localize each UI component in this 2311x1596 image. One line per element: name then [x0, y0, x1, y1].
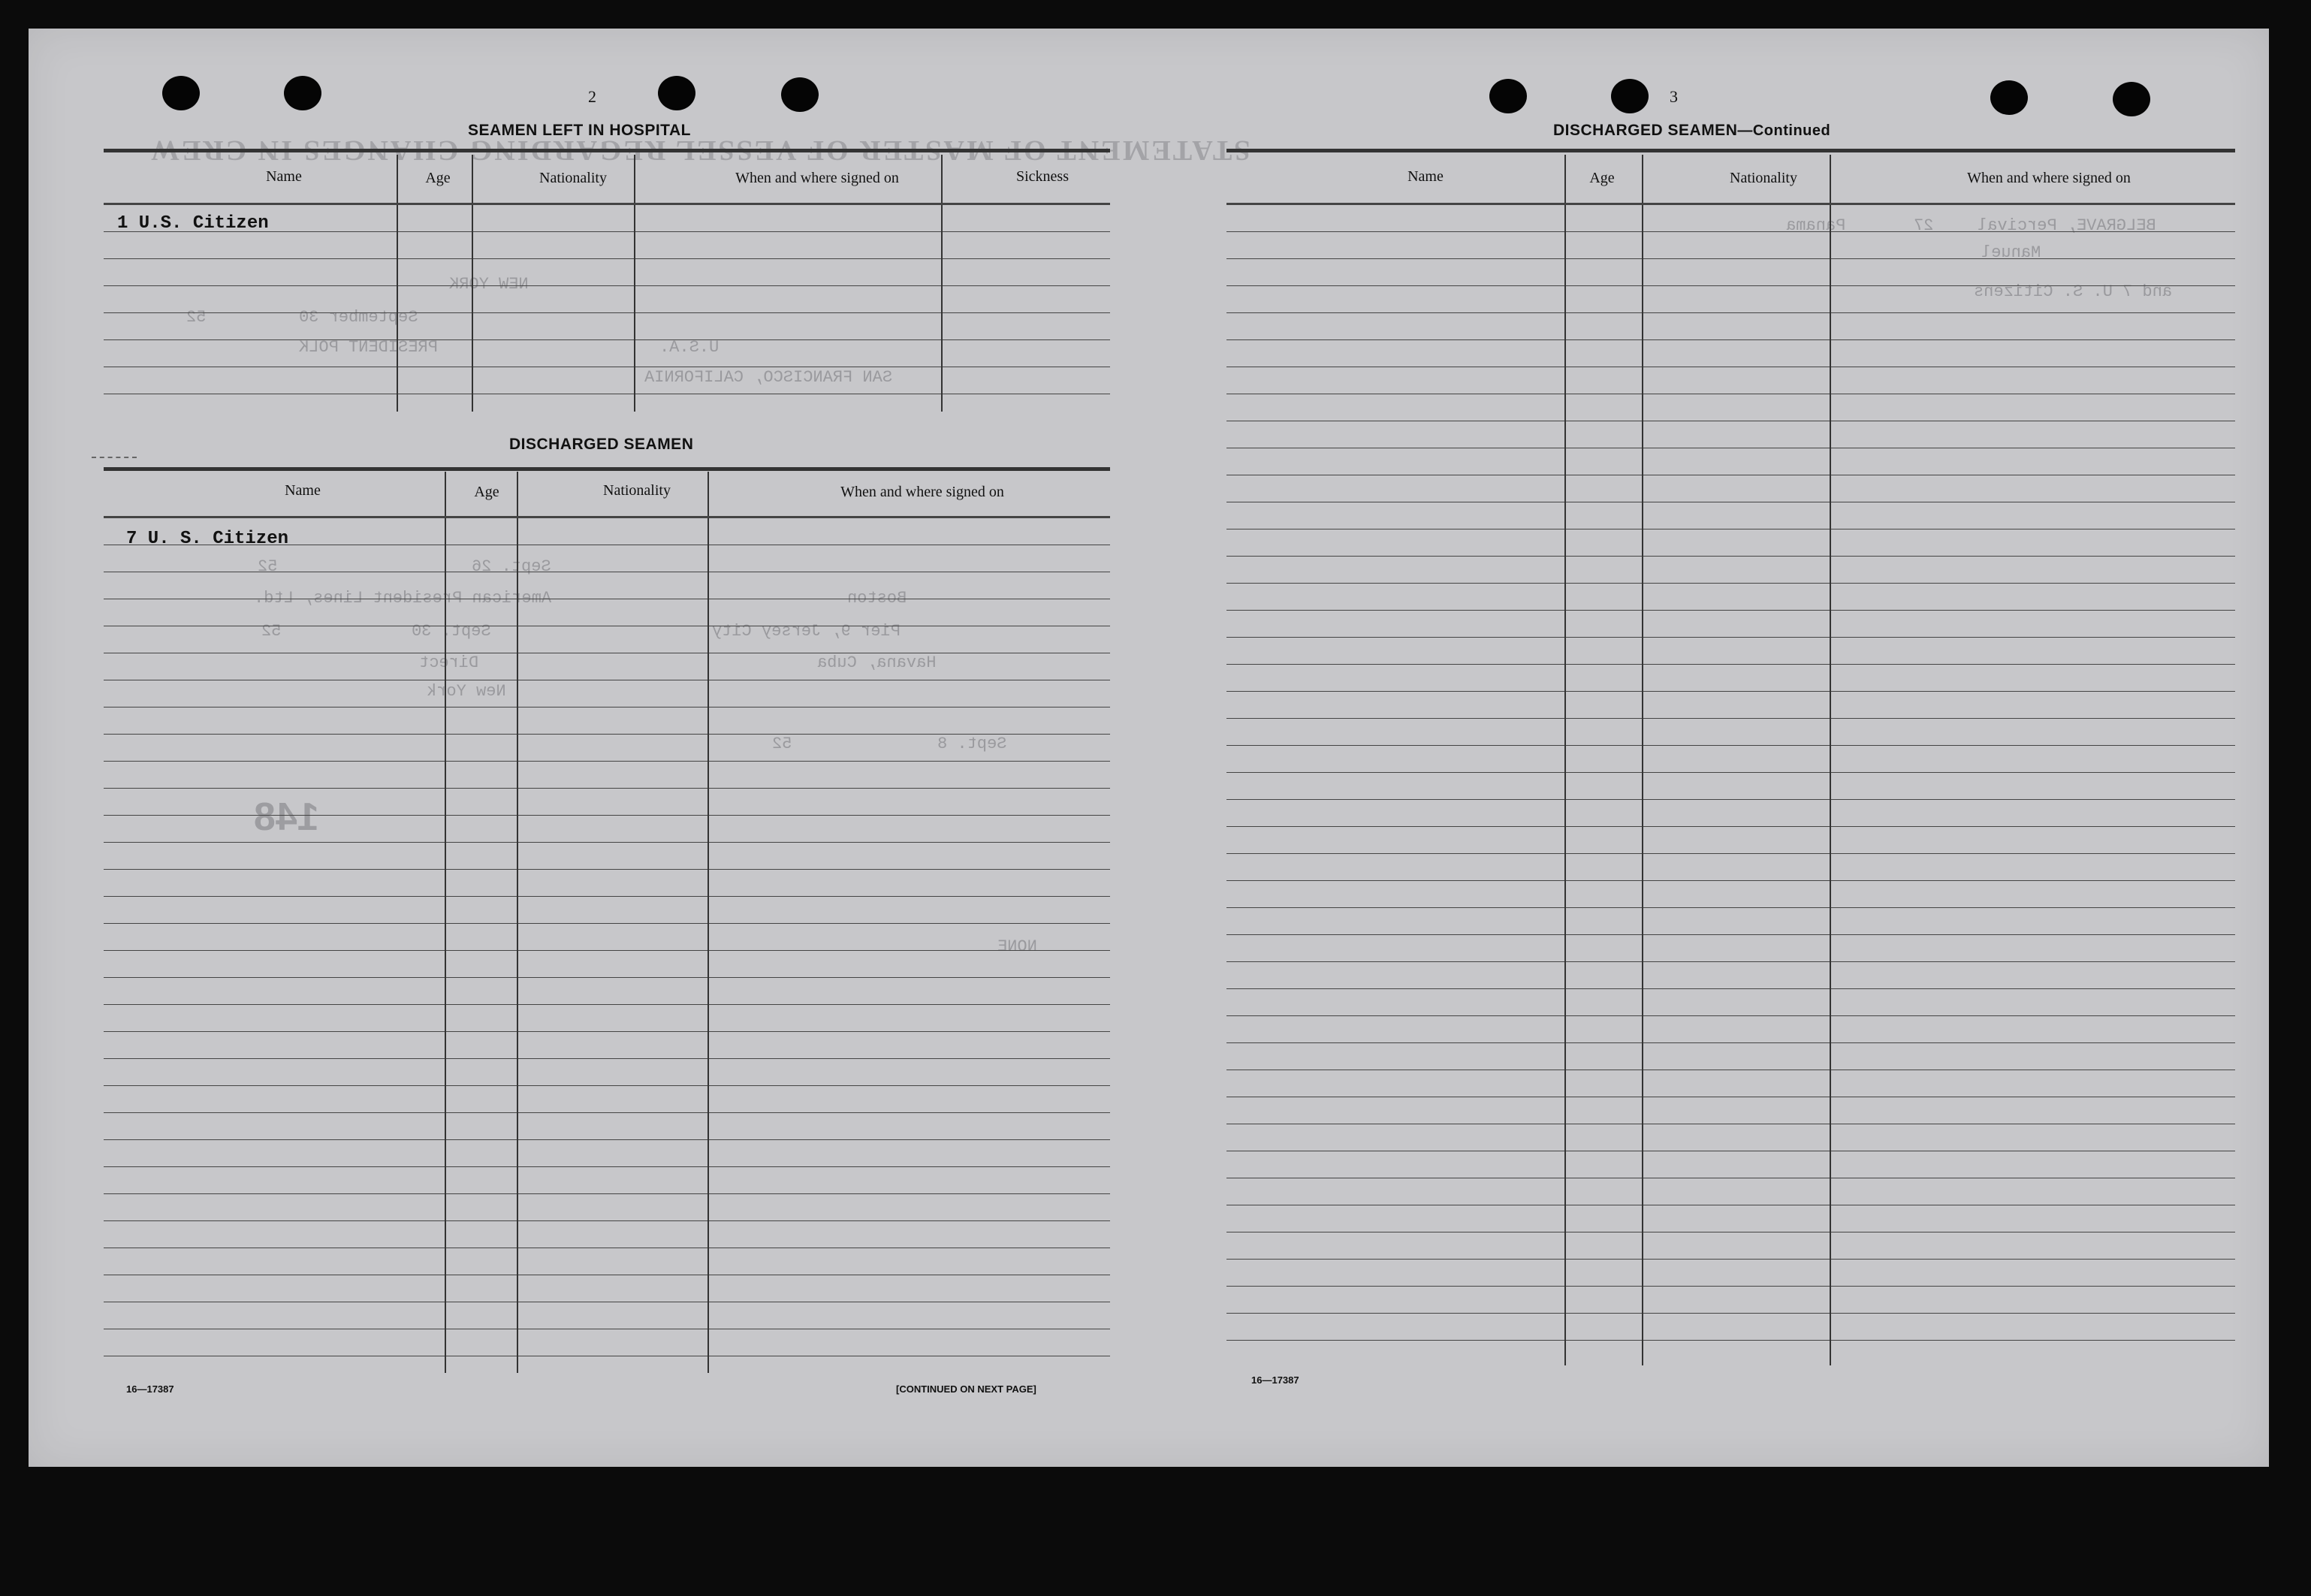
table-rule-line [1226, 691, 2235, 692]
punch-hole [658, 76, 695, 110]
table-rule-line [1226, 853, 2235, 854]
table-rule-line [1226, 907, 2235, 908]
table-rule-line [1226, 961, 2235, 962]
table-rule-line [1226, 799, 2235, 800]
table-rule-line [1226, 610, 2235, 611]
table-rule-line [1226, 1340, 2235, 1341]
show-through-text: Manuel [1981, 243, 2041, 262]
discharged-entry: 7 U. S. Citizen [126, 529, 289, 549]
continued-note: [CONTINUED ON NEXT PAGE] [896, 1383, 1036, 1395]
hospital-section-title: SEAMEN LEFT IN HOSPITAL [468, 122, 691, 139]
table-rule-line [104, 258, 1110, 259]
header-rule [104, 203, 1110, 205]
table-rule-line [104, 231, 1110, 232]
punch-hole [2113, 82, 2150, 116]
table-column-divider [941, 155, 943, 412]
show-through-text: NEW YORK [449, 275, 529, 294]
show-through-text: NONE [997, 937, 1037, 956]
document-sheet [29, 29, 2269, 1467]
show-through-text: New York [427, 682, 506, 701]
table-rule-line [1226, 718, 2235, 719]
column-header-signed-on: When and where signed on [840, 484, 1004, 500]
show-through-text: Sept. 30 [412, 622, 491, 641]
page-number: 2 [588, 87, 596, 106]
table-rule-line [104, 950, 1110, 951]
table-rule-line [1226, 1313, 2235, 1314]
table-rule-line [1226, 339, 2235, 340]
punch-hole [1611, 79, 1649, 113]
table-column-divider [1642, 155, 1643, 1365]
title-text: DISCHARGED SEAMEN [1553, 122, 1738, 139]
show-through-text: 52 [186, 308, 207, 327]
table-rule-line [1226, 1042, 2235, 1043]
hospital-entry: 1 U.S. Citizen [117, 213, 269, 234]
show-through-text: 27 [1914, 216, 1934, 235]
table-rule-line [104, 1166, 1110, 1167]
table-rule-line [104, 1220, 1110, 1221]
show-through-text: 52 [258, 557, 278, 576]
column-header-signed-on: When and where signed on [1967, 170, 2131, 186]
show-through-text: 52 [772, 735, 792, 753]
punch-hole [284, 76, 321, 110]
table-rule-line [1226, 231, 2235, 232]
column-header-age: Age [425, 170, 451, 186]
table-rule-line [1226, 745, 2235, 746]
table-top-rule [104, 149, 1110, 152]
header-rule [1226, 203, 2235, 205]
table-column-divider [707, 472, 709, 1373]
table-top-rule [104, 467, 1110, 471]
show-through-heading: STATEMENT OF MASTER OF VESSEL REGARDING CHANGES IN CREW [149, 134, 1251, 166]
table-rule-line [104, 1058, 1110, 1059]
discharged-section-title: DISCHARGED SEAMEN [509, 436, 694, 453]
show-through-number: 148 [254, 795, 319, 839]
table-rule-line [104, 869, 1110, 870]
table-rule-line [1226, 1286, 2235, 1287]
table-rule-line [1226, 285, 2235, 286]
show-through-text: SAN FRANCISCO, CALIFORNIA [644, 368, 893, 387]
title-suffix: —Continued [1737, 122, 1831, 139]
column-header-signed-on: When and where signed on [735, 170, 899, 186]
table-rule-line [104, 285, 1110, 286]
column-header-name: Name [1407, 168, 1444, 185]
form-number: 16—17387 [126, 1383, 174, 1395]
show-through-text: U.S.A. [659, 338, 720, 357]
punch-hole [162, 76, 200, 110]
discharged-continued-title [1553, 122, 1830, 140]
table-rule-line [1226, 1259, 2235, 1260]
punch-hole [1489, 79, 1527, 113]
table-top-rule [1226, 149, 2235, 152]
table-rule-line [1226, 934, 2235, 935]
show-through-text: PRESIDENT POLK [299, 338, 438, 357]
table-column-divider [1564, 155, 1566, 1365]
header-rule [104, 516, 1110, 518]
table-rule-line [104, 339, 1110, 340]
show-through-text: American President Lines, Ltd. [254, 589, 552, 608]
show-through-text: Sept. 26 [472, 557, 551, 576]
table-rule-line [1226, 1015, 2235, 1016]
table-rule-line [1226, 988, 2235, 989]
table-rule-line [1226, 583, 2235, 584]
column-header-age: Age [474, 484, 499, 500]
column-header-name: Name [285, 482, 321, 499]
table-rule-line [1226, 637, 2235, 638]
table-rule-line [1226, 556, 2235, 557]
column-header-name: Name [266, 168, 302, 185]
show-through-text: Pier 9, Jersey City [712, 622, 901, 641]
table-column-divider [517, 472, 518, 1373]
punch-hole [1990, 80, 2028, 115]
table-rule-line [104, 1139, 1110, 1140]
column-header-age: Age [1589, 170, 1615, 186]
table-column-divider [445, 472, 446, 1373]
show-through-text: and 7 U. S. Citizens [1974, 282, 2173, 301]
table-rule-line [104, 1112, 1110, 1113]
table-rule-line [104, 1193, 1110, 1194]
table-column-divider [472, 155, 473, 412]
table-rule-line [104, 1004, 1110, 1005]
show-through-text: September 30 [299, 308, 418, 327]
column-header-nationality: Nationality [1730, 170, 1797, 186]
table-rule-line [104, 842, 1110, 843]
table-rule-line [104, 761, 1110, 762]
table-rule-line [104, 312, 1110, 313]
column-header-nationality: Nationality [603, 482, 671, 499]
table-rule-line [104, 896, 1110, 897]
table-rule-line [1226, 826, 2235, 827]
show-through-text: Panama [1786, 216, 1846, 235]
form-number: 16—17387 [1251, 1374, 1299, 1386]
margin-dash [92, 457, 137, 458]
show-through-text: Sept. 8 [937, 735, 1007, 753]
punch-hole [781, 77, 819, 112]
table-rule-line [104, 1031, 1110, 1032]
table-rule-line [104, 977, 1110, 978]
table-rule-line [1226, 664, 2235, 665]
column-header-nationality: Nationality [539, 170, 607, 186]
table-rule-line [1226, 772, 2235, 773]
column-header-sickness: Sickness [1016, 168, 1069, 185]
table-column-divider [397, 155, 398, 412]
table-column-divider [1830, 155, 1831, 1365]
table-rule-line [1226, 880, 2235, 881]
show-through-text: BELGRAVE, Percival [1978, 216, 2156, 235]
table-rule-line [104, 923, 1110, 924]
show-through-text: Boston [847, 589, 907, 608]
table-column-divider [634, 155, 635, 412]
table-rule-line [104, 1085, 1110, 1086]
page-number: 3 [1670, 87, 1678, 106]
show-through-text: Direct [419, 653, 479, 672]
table-rule-line [104, 788, 1110, 789]
table-rule-line [1226, 312, 2235, 313]
show-through-text: Havana, Cuba [817, 653, 937, 672]
table-rule-line [1226, 258, 2235, 259]
table-rule-line [104, 734, 1110, 735]
show-through-text: 52 [261, 622, 282, 641]
table-rule-line [104, 815, 1110, 816]
